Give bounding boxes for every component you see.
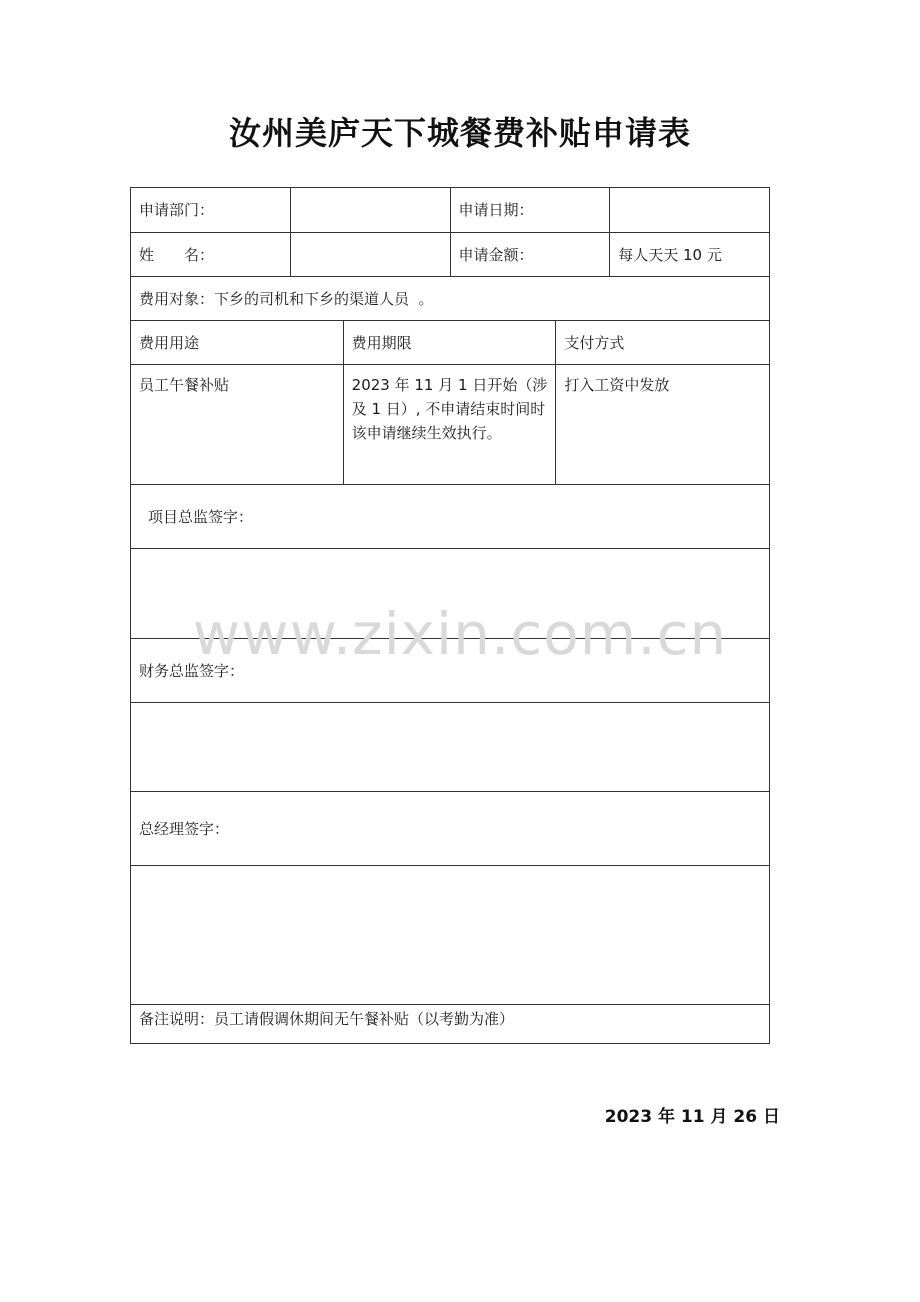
amount-label: 申请金额： (451, 233, 611, 276)
director-sign-label (131, 485, 770, 548)
amount-value: 每人天天 10 元 (610, 233, 770, 276)
row-name-amount (131, 233, 770, 277)
target-text: 费用对象：下乡的司机和下乡的渠道人员 。 (131, 277, 770, 320)
row-target (131, 277, 770, 321)
purpose-header: 费用用途 (131, 321, 344, 364)
dept-field[interactable] (291, 188, 451, 232)
application-form-table (130, 187, 770, 1044)
remark-text: 备注说明：员工请假调休期间无午餐补贴（以考勤为准） (131, 1005, 770, 1043)
period-header: 费用期限 (344, 321, 557, 364)
payment-header: 支付方式 (556, 321, 770, 364)
watermark: www.zixin.com.cn (192, 600, 728, 668)
row-director-sign-area (131, 549, 770, 639)
gm-sign-label: 总经理签字： (131, 792, 770, 865)
row-finance-sign-area (131, 703, 770, 792)
row-director-sign-label (131, 485, 770, 549)
row-dept-date (131, 188, 770, 233)
date-field[interactable] (610, 188, 770, 232)
row-gm-sign-area (131, 866, 770, 1005)
purpose-value: 员工午餐补贴 (131, 365, 344, 484)
date-label: 申请日期： (451, 188, 611, 232)
finance-sign-label: 财务总监签字： (131, 639, 770, 702)
director-signature-field[interactable] (131, 549, 770, 638)
finance-signature-field[interactable] (131, 703, 770, 791)
row-remark (131, 1005, 770, 1044)
name-field[interactable] (291, 233, 451, 276)
row-gm-sign-label (131, 792, 770, 866)
payment-value: 打入工资中发放 (556, 365, 770, 484)
row-details (131, 365, 770, 485)
director-sign-text: 项目总监签字： (148, 507, 254, 526)
row-column-headers (131, 321, 770, 365)
period-value: 2023 年 11 月 1 日开始（涉及 1 日）, 不申请结束时间时该申请继续生效执行。 (344, 365, 557, 484)
row-finance-sign-label (131, 639, 770, 703)
dept-label: 申请部门： (131, 188, 291, 232)
page-title: 汝州美庐天下城餐费补贴申请表 (228, 114, 691, 152)
name-label: 姓 名： (131, 233, 291, 276)
footer-date: 2023 年 11 月 26 日 (604, 1107, 780, 1127)
gm-signature-field[interactable] (131, 866, 770, 1004)
